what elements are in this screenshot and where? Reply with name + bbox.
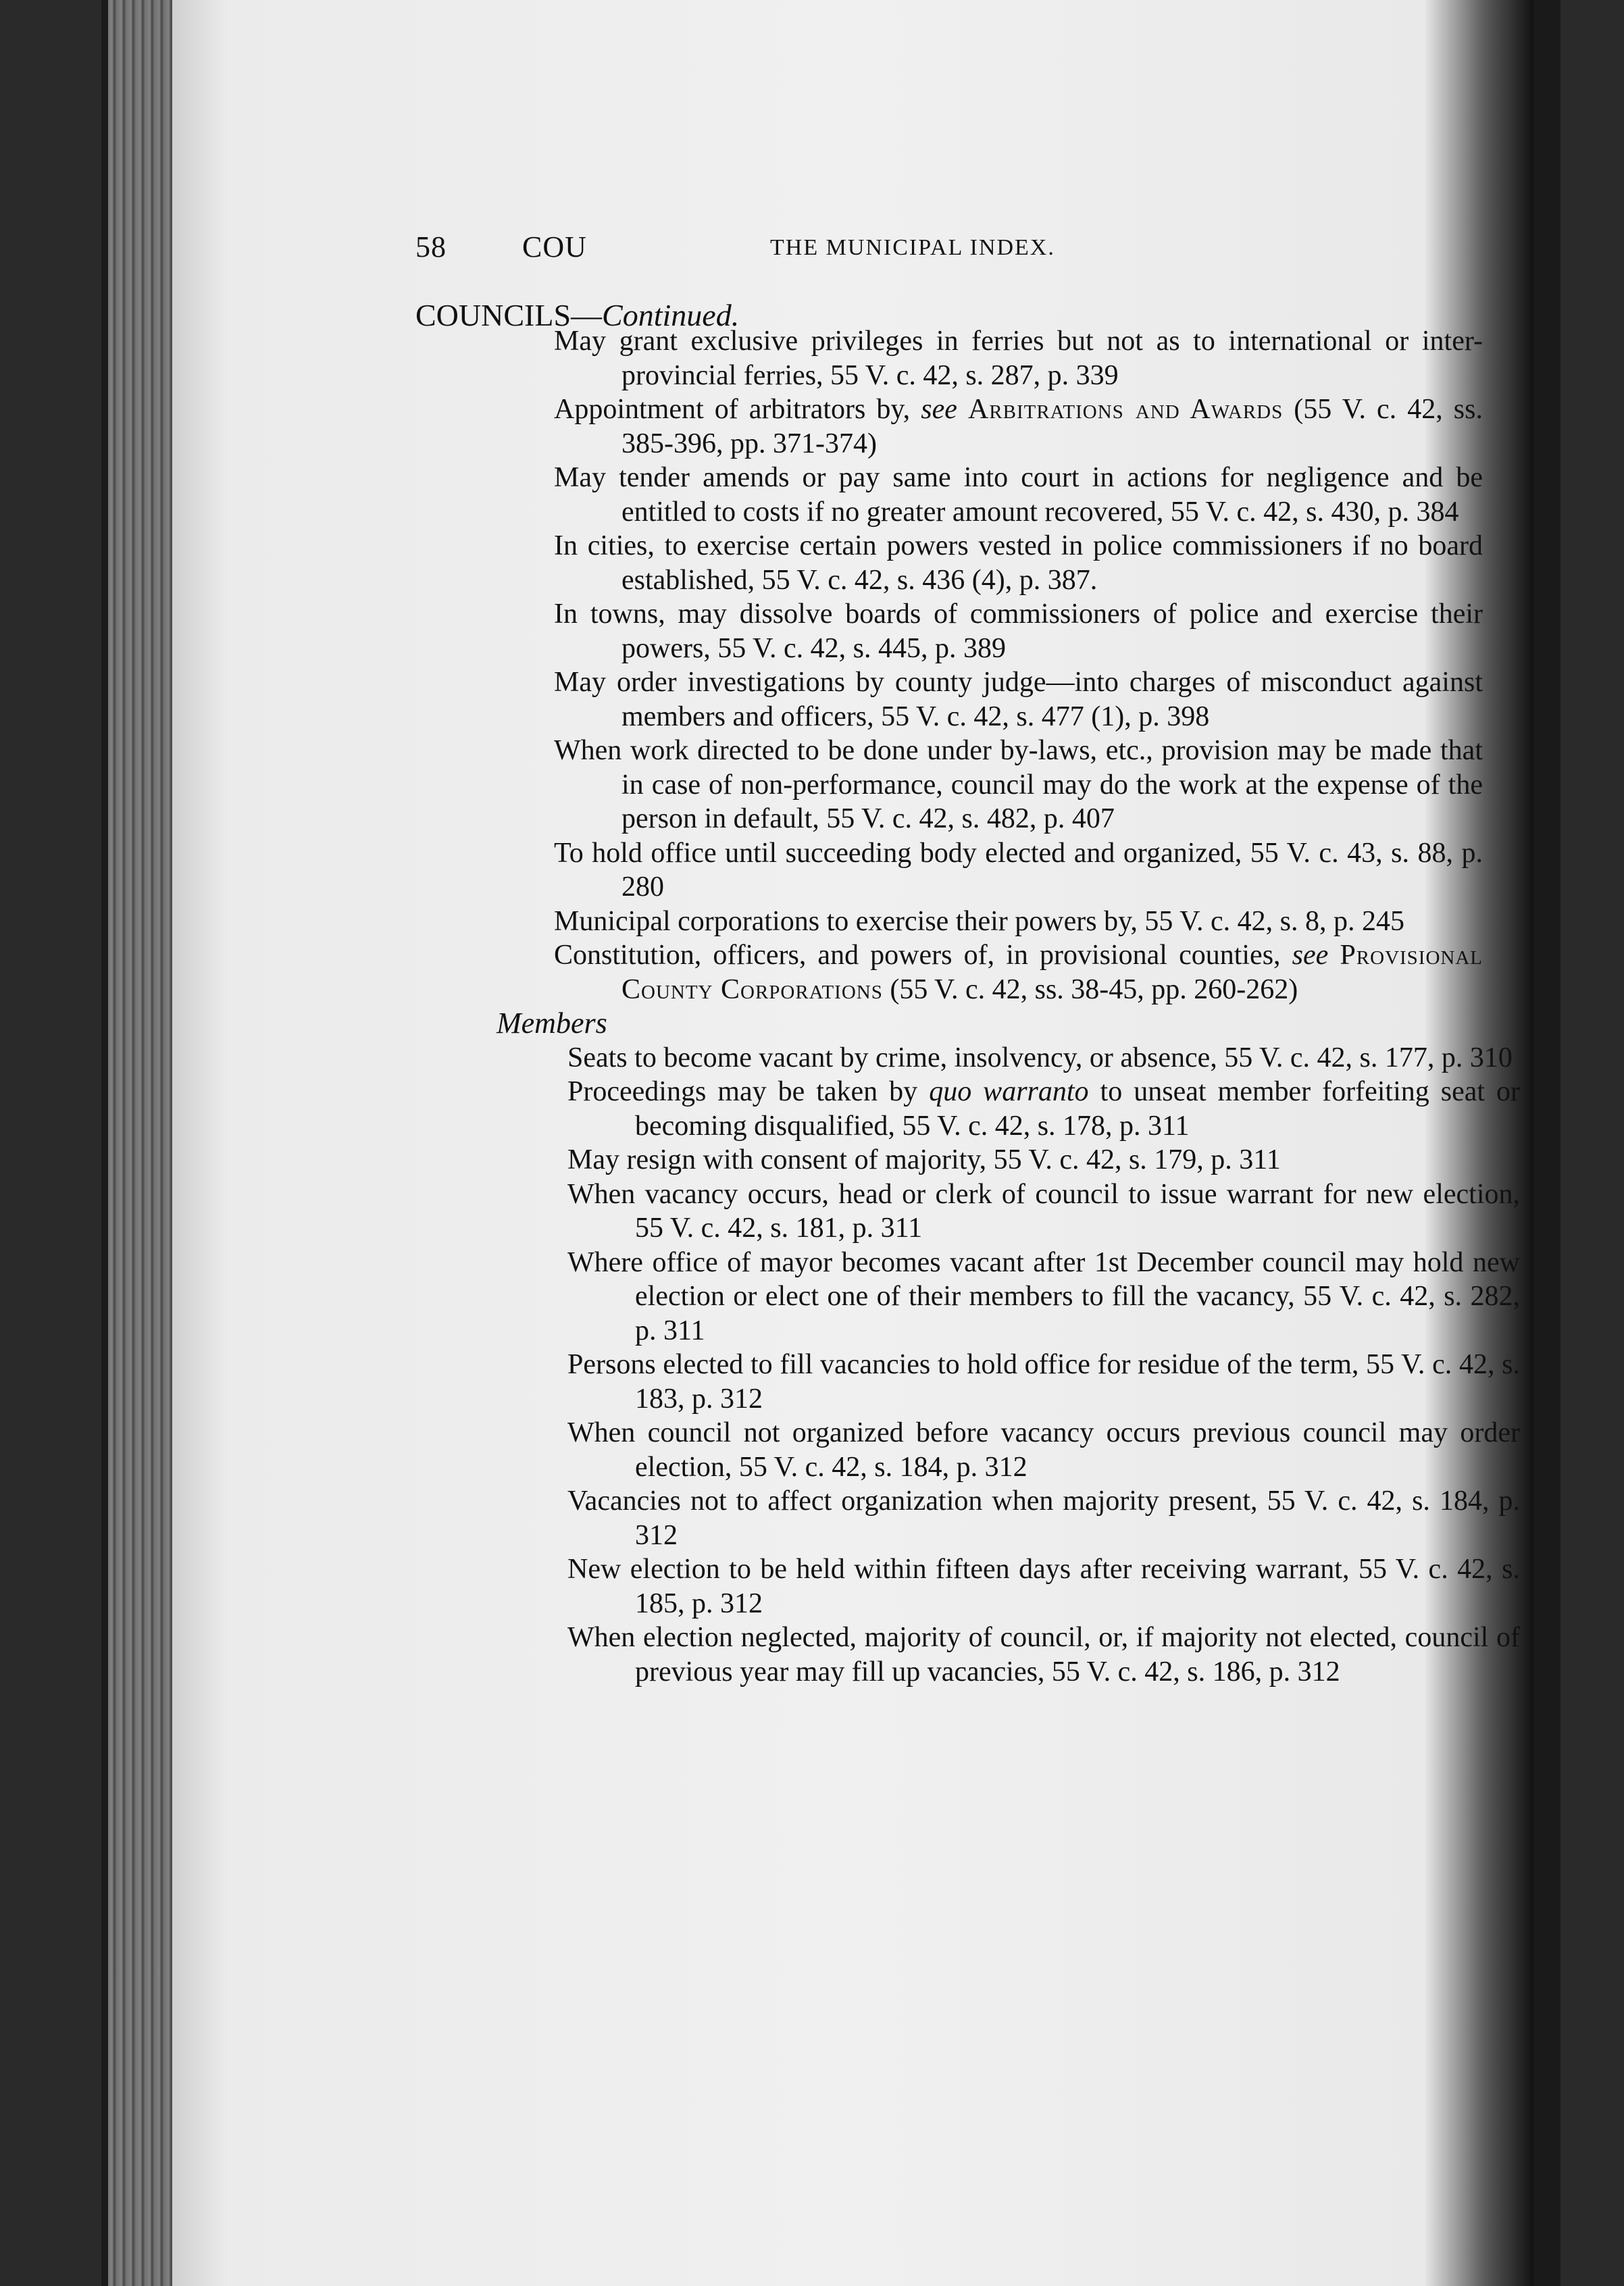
- guide-word: COU: [522, 230, 587, 263]
- page-content: [415, 0, 1521, 2286]
- member-entry: Persons elected to fill vacancies to hold office for residue of the term, 55 V. c. 42, s. 183, p. 312: [567, 1349, 1520, 1415]
- running-header: [415, 230, 1118, 270]
- page-number: 58: [415, 230, 447, 263]
- latin-term: quo warranto: [929, 1076, 1089, 1107]
- index-entry: To hold office until succeeding body elected and organized, 55 V. c. 43, s. 88, p. 280: [554, 837, 1483, 903]
- running-title: THE MUNICIPAL INDEX.: [770, 235, 1055, 260]
- cross-reference: Provisional County Corporations: [621, 940, 1483, 1005]
- heading-continued: Continued.: [602, 298, 740, 332]
- heading-term: COUNCILS—: [415, 298, 603, 332]
- see-reference-marker: see: [1292, 940, 1329, 971]
- member-entry: Vacancies not to affect organization when majority present, 55 V. c. 42, s. 184, p. 312: [567, 1485, 1520, 1551]
- index-entry: Constitution, officers, and powers of, in provisional counties, see Provisional County Corporations (55 V. c. 42, ss. 38-45, pp. 260-262): [554, 940, 1483, 1005]
- member-entry: Proceedings may be taken by quo warranto to unseat member forfeiting seat or becoming disqualified, 55 V. c. 42, s. 178, p. 311: [567, 1076, 1521, 1142]
- see-reference-marker: see: [921, 394, 957, 425]
- index-entry: In towns, may dissolve boards of commissioners of police and exercise their powers, 55 V. c. 42, s. 445, p. 389: [554, 599, 1483, 664]
- member-entry: When council not organized before vacancy occurs previous council may order election, 55 V. c. 42, s. 184, p. 312: [567, 1417, 1520, 1483]
- index-entry: When work directed to be done under by-laws, etc., provision may be made that in case of non-performance, council may do the work at the expense of the person in default, 55 V. c. 42, s. 482, p. 407: [554, 735, 1483, 834]
- index-entry: May order investigations by county judge—into charges of misconduct against members and officers, 55 V. c. 42, s. 477 (1), p. 398: [554, 667, 1483, 732]
- member-entry: New election to be held within fifteen days after receiving warrant, 55 V. c. 42, s. 185, p. 312: [567, 1554, 1520, 1619]
- member-entry: When election neglected, majority of council, or, if majority not elected, council of previous year may fill up vacancies, 55 V. c. 42, s. 186, p. 312: [567, 1622, 1520, 1687]
- member-entry: Seats to become vacant by crime, insolvency, or absence, 55 V. c. 42, s. 177, p. 310: [567, 1042, 1513, 1073]
- index-entry: Appointment of arbitrators by, see Arbitrations and Awards (55 V. c. 42, ss. 385-396, pp. 371-374): [554, 394, 1483, 459]
- member-entry: Where office of mayor becomes vacant after 1st December council may hold new election or elect one of their members to fill the vacancy, 55 V. c. 42, s. 282, p. 311: [567, 1246, 1520, 1346]
- page-edges: [108, 0, 182, 2286]
- subheading-members: Members: [497, 1007, 607, 1040]
- member-entry: When vacancy occurs, head or clerk of council to issue warrant for new election, 55 V. c. 42, s. 181, p. 311: [567, 1178, 1520, 1244]
- index-entry: May tender amends or pay same into court in actions for negligence and be entitled to costs if no greater amount recovered, 55 V. c. 42, s. 430, p. 384: [554, 462, 1483, 528]
- member-entry: May resign with consent of majority, 55 V. c. 42, s. 179, p. 311: [567, 1144, 1281, 1175]
- index-entry: May grant exclusive privileges in ferries but not as to international or inter-provincial ferries, 55 V. c. 42, s. 287, p. 339: [554, 326, 1483, 391]
- cross-reference: Arbitrations and Awards: [967, 394, 1284, 425]
- index-entry: In cities, to exercise certain powers vested in police commissioners if no board established, 55 V. c. 42, s. 436 (4), p. 387.: [554, 530, 1483, 596]
- index-entries: [415, 324, 1521, 1689]
- index-entry: Municipal corporations to exercise their powers by, 55 V. c. 42, s. 8, p. 245: [554, 905, 1404, 937]
